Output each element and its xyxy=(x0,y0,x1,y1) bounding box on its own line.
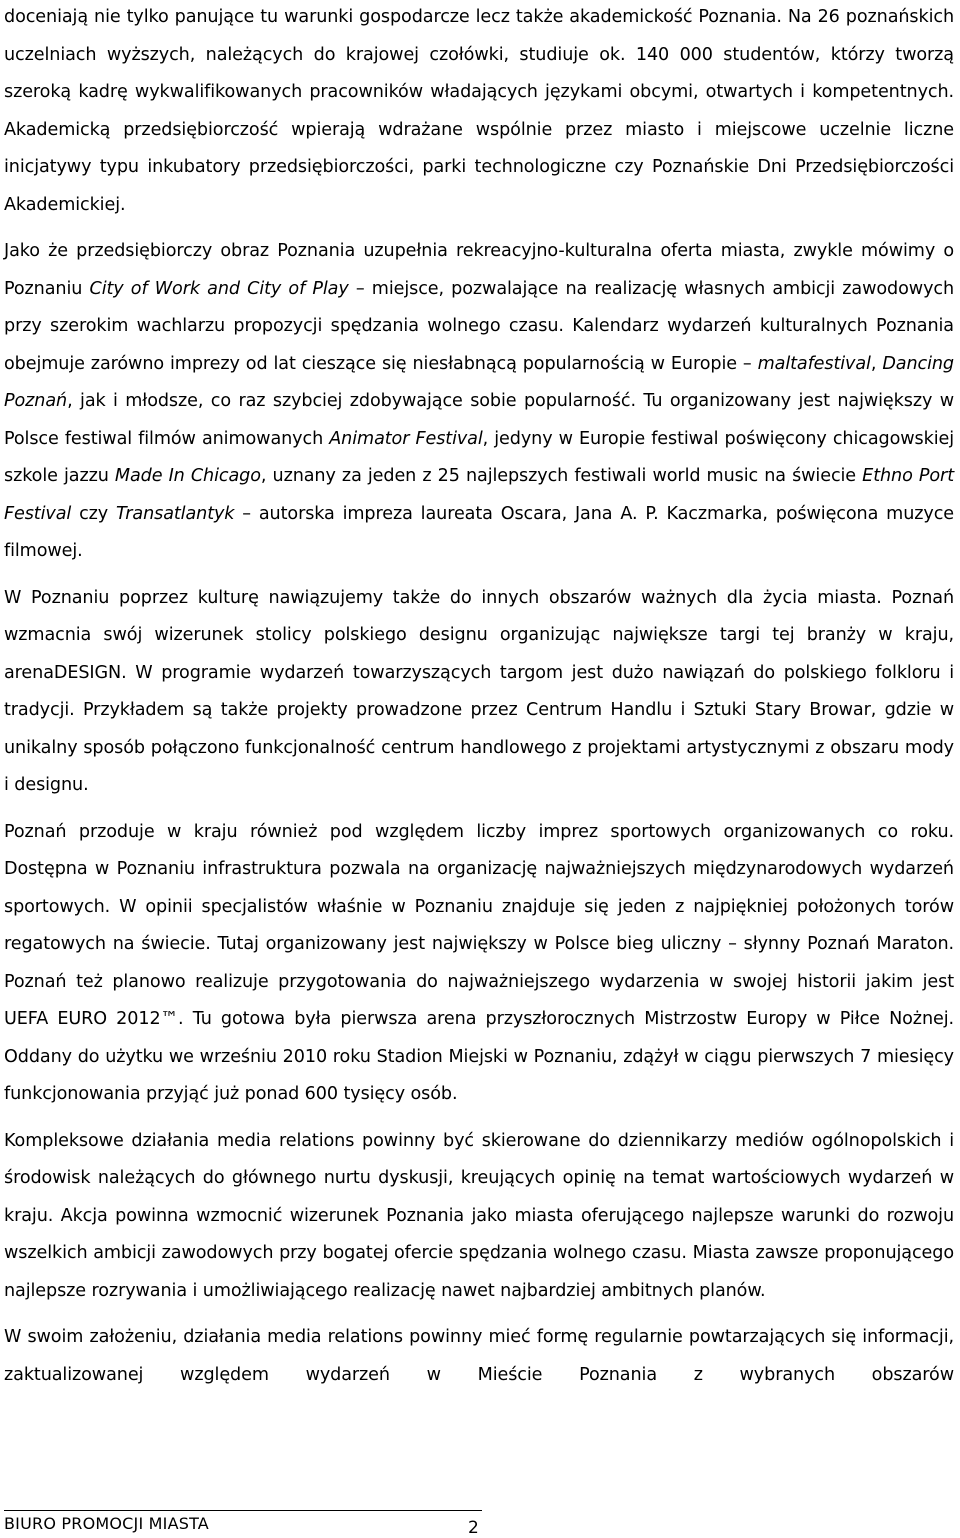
paragraph-text: Poznań przoduje w kraju również pod względem liczby imprez sportowych organizowanych co roku. Dostępna w Poznaniu infrastruktura pozwala na organizację najważniejszych międzynarodowych wydarzeń sportowych. W opinii specjalistów właśnie w Poznaniu znajduje się jeden z najpiękniej położonych torów regatowych na świecie. Tutaj organizowany jest największy w Polsce bieg uliczny – słynny Poznań Maraton. Poznań też planowo realizuje przygotowania do najważniejszego wydarzenia w swojej historii jakim jest UEFA EURO 2012™. Tu gotowa była pierwsza arena przyszłorocznych Mistrzostw Europy w Piłce Nożnej. Oddany do użytku we wrześniu 2010 roku Stadion Miejski w Poznaniu, zdążył w ciągu pierwszych 7 miesięcy funkcjonowania przyjąć już ponad 600 tysięcy osób. xyxy=(4,821,954,1104)
paragraph-text: czy xyxy=(71,503,116,524)
paragraph-design xyxy=(4,580,954,805)
italic-phrase: City of Work and City of Play xyxy=(89,278,349,299)
paragraph-text: – autorska impreza laureata Oscara, Jana A. P. Kaczmarka, poświęcona muzyce filmowej. xyxy=(4,503,954,561)
festival-name: maltafestival xyxy=(757,353,871,374)
paragraph-culture-events xyxy=(4,233,954,571)
paragraph-text: – miejsce, pozwalające na realizację własnych ambicji zawodowych przy szerokim wachlarzu propozycji spędzania wolnego czasu. Kalendarz wydarzeń kulturalnych Poznania obejmuje zarówno imprezy od lat cieszące się niesłabnącą popularnością w Europie – xyxy=(4,278,954,374)
paragraph-text: , xyxy=(870,353,883,374)
document-body xyxy=(4,0,954,1394)
paragraph-text: Jako że przedsiębiorczy obraz Poznania uzupełnia rekreacyjno-kulturalna oferta miasta, zwykle mówimy o Poznaniu xyxy=(4,241,954,299)
festival-name: Transatlantyk xyxy=(115,503,235,524)
festival-name: Made In Chicago xyxy=(114,466,261,486)
paragraph-text: Kompleksowe działania media relations powinny być skierowane do dziennikarzy mediów ogólnopolskich i środowisk należących do głównego nurtu dyskusji, kreujących opinię na temat wartościowych wydarzeń w kraju. Akcja powinna wzmocnić wizerunek Poznania jako miasta oferującego najlepsze warunki do rozwoju wszelkich ambicji zawodowych przy bogatej ofercie spędzania wolnego czasu. Miasta zawsze proponującego najlepsze rozrywania i umożliwiającego realizację nawet najbardziej ambitnych planów. xyxy=(4,1130,954,1301)
page-number: 2 xyxy=(468,1518,479,1538)
festival-name: Ethno Port Festival xyxy=(4,466,954,524)
festival-name: Dancing Poznań xyxy=(4,353,954,411)
paragraph-text: W swoim założeniu, działania media relations powinny mieć formę regularnie powtarzających się informacji, zaktualizowanej względem wydarzeń w Mieście Poznania z wybranych obszarów xyxy=(4,1327,954,1385)
paragraph-text: , jak i młodsze, co raz szybciej zdobywające sobie popularność. Tu organizowany jest największy w Polsce festiwal filmów animowanych xyxy=(4,391,954,449)
paragraph-sport xyxy=(4,814,954,1114)
paragraph-academic-enterprise xyxy=(4,0,954,224)
paragraph-assumption xyxy=(4,1319,954,1394)
festival-name: Animator Festival xyxy=(329,428,483,449)
paragraph-text: W Poznaniu poprzez kulturę nawiązujemy także do innych obszarów ważnych dla życia miasta. Poznań wzmacnia swój wizerunek stolicy polskiego designu organizując największe targi tej branży w kraju, arenaDESIGN. W programie wydarzeń towarzyszących targom jest dużo nawiązań do polskiego folkloru i tradycji. Przykładem są także projekty prowadzone przez Centrum Handlu i Sztuki Stary Browar, gdzie w unikalny sposób połączono funkcjonalność centrum handlowego z projektami artystycznymi z obszaru mody i designu. xyxy=(4,587,954,795)
paragraph-text: , uznany za jeden z 25 najlepszych festiwali world music na świecie xyxy=(260,466,863,486)
footer-label: BIURO PROMOCJI MIASTA xyxy=(4,1514,209,1533)
paragraph-media-relations xyxy=(4,1123,954,1311)
footer-divider xyxy=(4,1510,482,1511)
paragraph-text: doceniają nie tylko panujące tu warunki gospodarcze lecz także akademickość Poznania. Na 26 poznańskich uczelniach wyższych, należących do krajowej czołówki, studiuje ok. 140 000 studentów, którzy tworzą szeroką kadrę wykwalifikowanych pracowników władających językami obcymi, otwartych i kompetentnych. Akademicką przedsiębiorczość wpierają wdrażane wspólnie przez miasto i miejscowe uczelnie liczne inicjatywy typu inkubatory przedsiębiorczości, parki technologiczne czy Poznańskie Dni Przedsiębiorczości Akademickiej. xyxy=(4,7,954,215)
paragraph-text: , jedyny w Europie festiwal poświęcony chicagowskiej szkole jazzu xyxy=(4,428,955,486)
